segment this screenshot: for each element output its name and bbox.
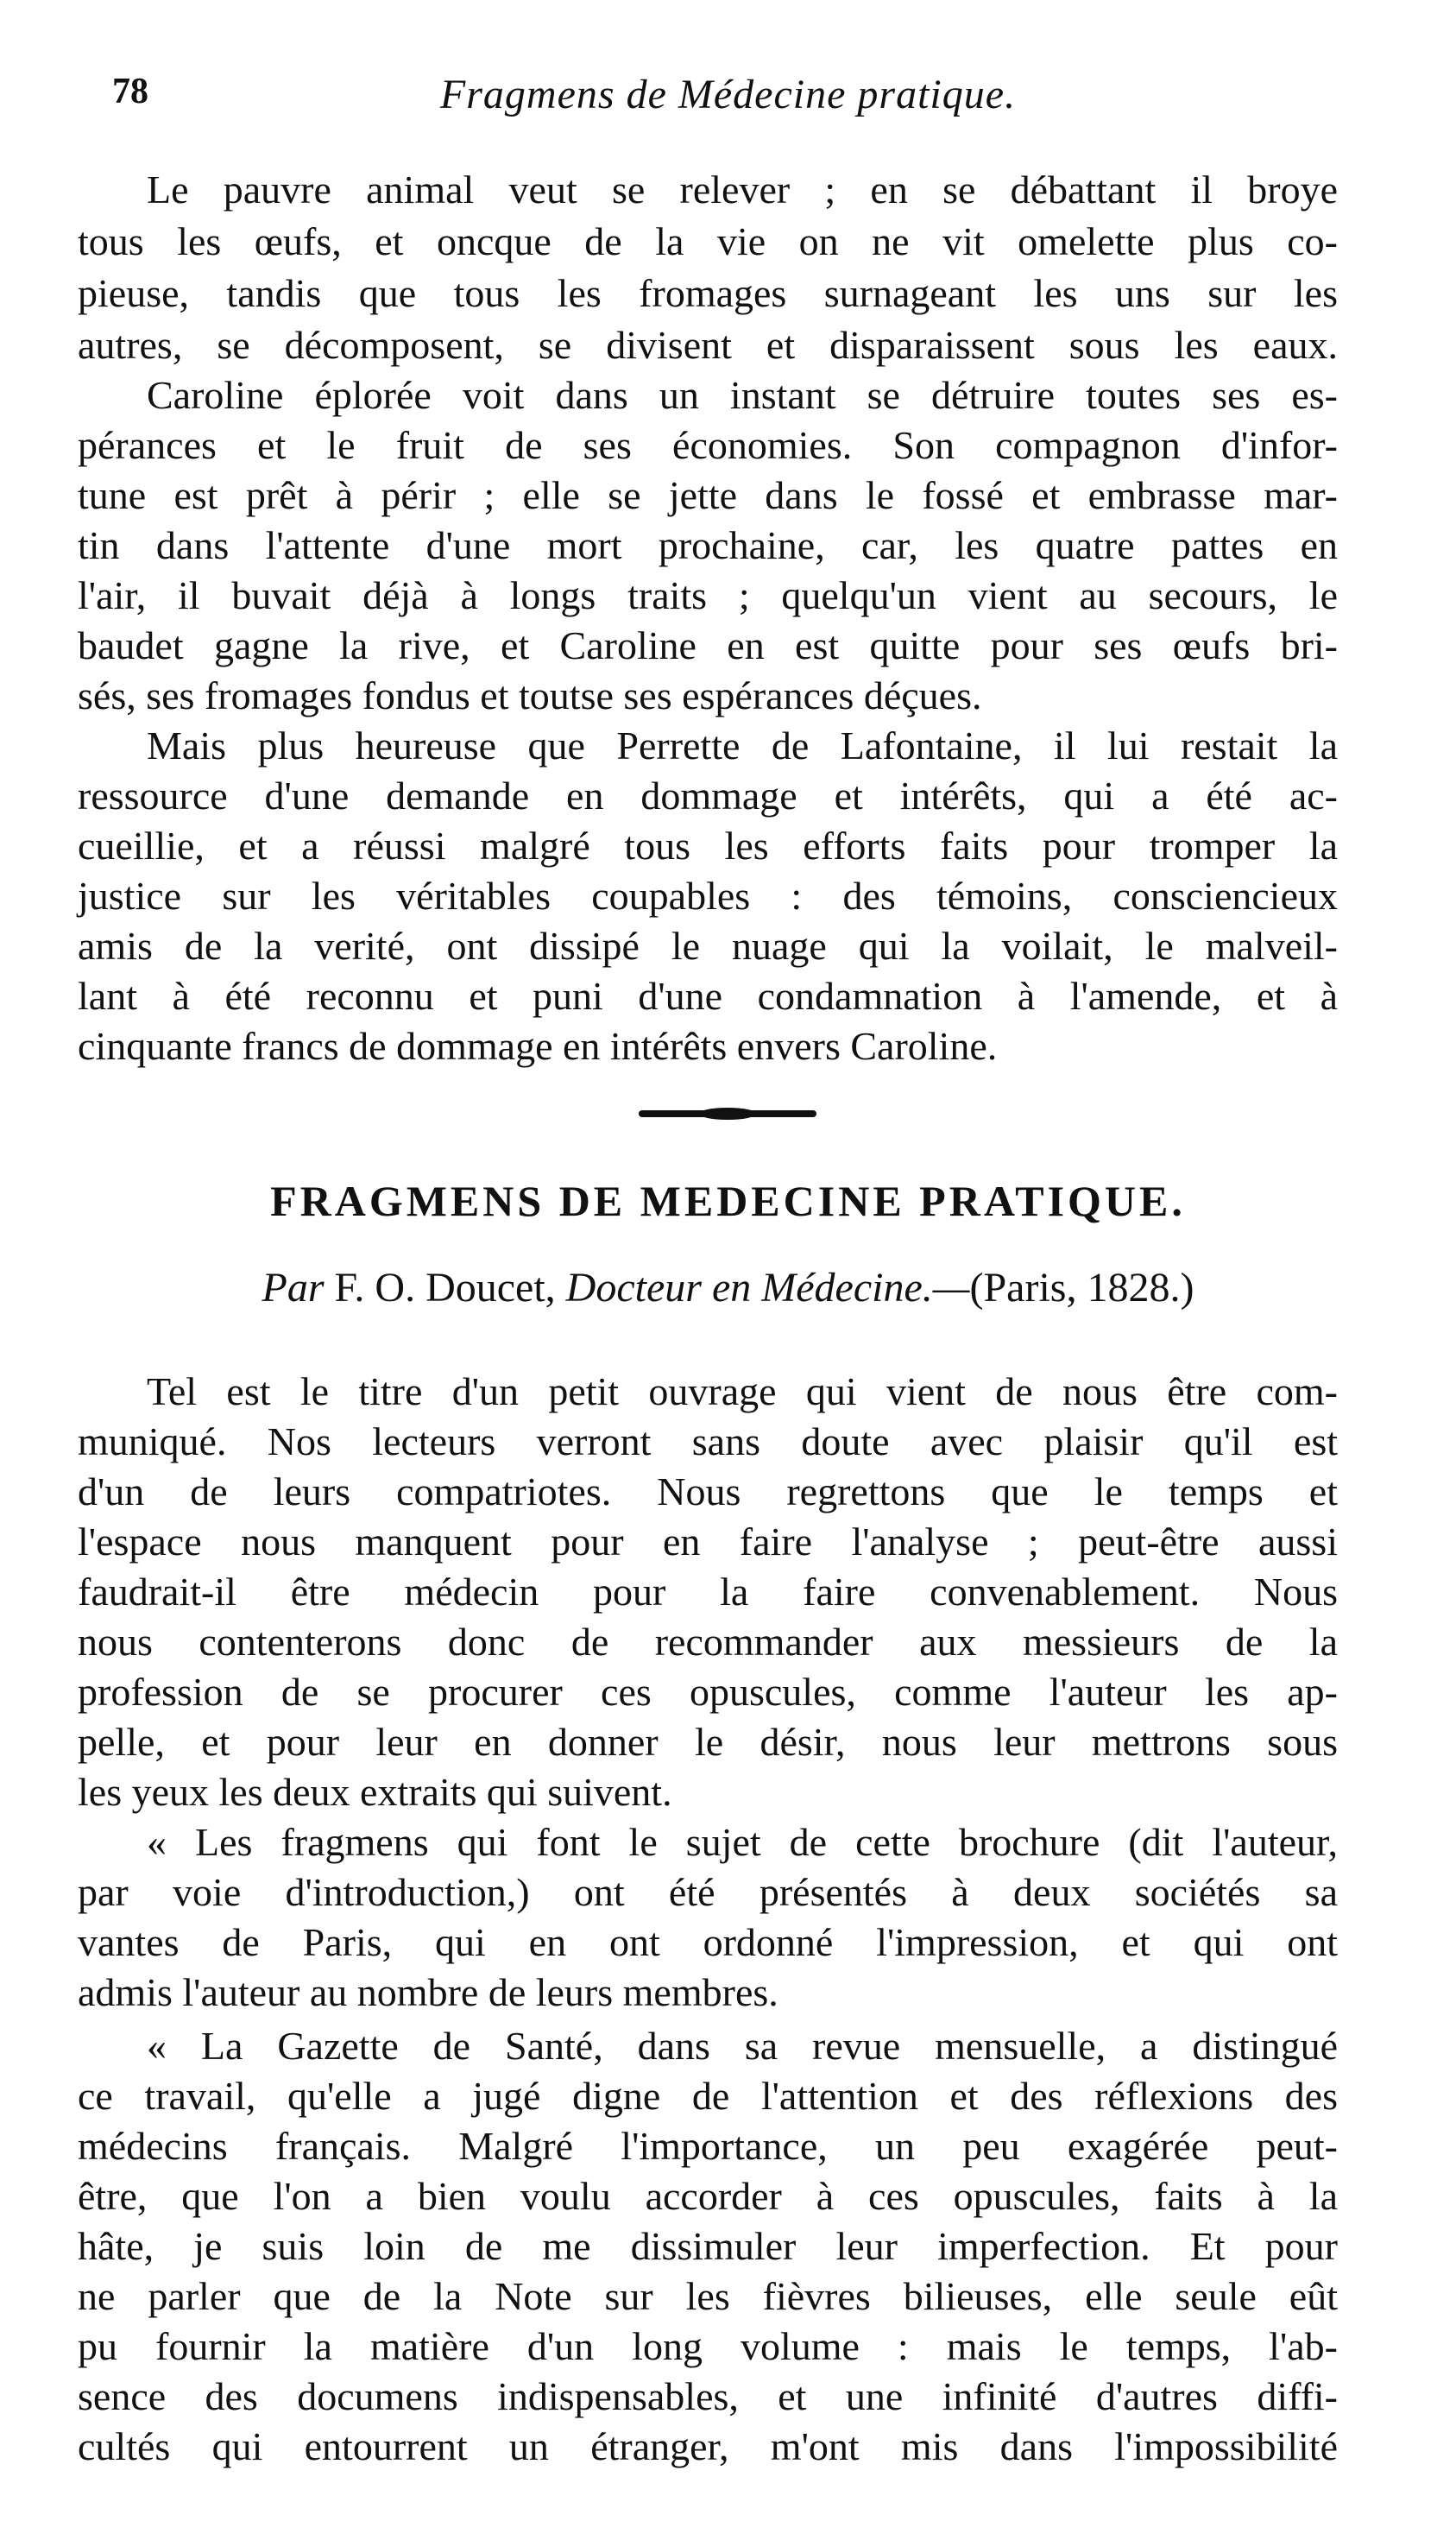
text-line: ce travail, qu'elle a jugé digne de l'attention et des réflexions des <box>78 2074 1338 2118</box>
byline <box>0 1264 1456 1311</box>
text-line: ressource d'une demande en dommage et intérêts, qui a été ac- <box>78 774 1338 818</box>
text-line: faudrait-il être médecin pour la faire convenablement. Nous <box>78 1570 1338 1614</box>
text-line: lant à été reconnu et puni d'une condamnation à l'amende, et à <box>78 974 1338 1018</box>
text-line: pérances et le fruit de ses économies. Son compagnon d'infor- <box>78 423 1338 467</box>
text-line: être, que l'on a bien voulu accorder à ces opuscules, faits à la <box>78 2174 1338 2218</box>
page-number: 78 <box>112 72 148 111</box>
text-line: pieuse, tandis que tous les fromages surnageant les uns sur les <box>78 271 1338 315</box>
text-line: tin dans l'attente d'une mort prochaine, car, les quatre pattes en <box>78 523 1338 567</box>
text-line: Caroline éplorée voit dans un instant se détruire toutes ses es- <box>147 373 1338 417</box>
text-line: muniqué. Nos lecteurs verront sans doute avec plaisir qu'il est <box>78 1419 1338 1463</box>
text-line: par voie d'introduction,) ont été présentés à deux sociétés sa <box>78 1870 1338 1914</box>
byline-par: Par <box>262 1265 325 1311</box>
text-line: justice sur les véritables coupables : des témoins, consciencieux <box>78 874 1338 918</box>
text-line: Tel est le titre d'un petit ouvrage qui vient de nous être com- <box>147 1369 1338 1413</box>
text-line: pelle, et pour leur en donner le désir, nous leur mettrons sous <box>78 1720 1338 1764</box>
text-line: amis de la verité, ont dissipé le nuage qui la voilait, le malveil- <box>78 924 1338 968</box>
text-line: cultés qui entourrent un étranger, m'ont mis dans l'impossibilité <box>78 2424 1338 2468</box>
text-line: baudet gagne la rive, et Caroline en est quitte pour ses œufs bri- <box>78 623 1338 667</box>
text-line: les yeux les deux extraits qui suivent. <box>78 1770 672 1814</box>
text-line: vantes de Paris, qui en ont ordonné l'impression, et qui ont <box>78 1920 1338 1964</box>
text-line: Mais plus heureuse que Perrette de Lafontaine, il lui restait la <box>147 723 1338 768</box>
running-title: Fragmens de Médecine pratique. <box>439 72 1017 117</box>
text-line: nous contenterons donc de recommander aux messieurs de la <box>78 1620 1338 1664</box>
text-line: admis l'auteur au nombre de leurs membres. <box>78 1970 778 2014</box>
text-line: cueillie, et a réussi malgré tous les efforts faits pour tromper la <box>78 824 1338 868</box>
text-line: Le pauvre animal veut se relever ; en se débattant il broye <box>147 167 1338 212</box>
page-header <box>0 71 1456 123</box>
text-line: l'air, il buvait déjà à longs traits ; quelqu'un vient au secours, le <box>78 573 1338 617</box>
text-line: « La Gazette de Santé, dans sa revue mensuelle, a distingué <box>147 2024 1338 2068</box>
section-divider-ornament <box>639 1110 816 1117</box>
text-line: profession de se procurer ces opuscules, comme l'auteur les ap- <box>78 1670 1338 1714</box>
text-line: sence des documens indispensables, et une infinité d'autres diffi- <box>78 2374 1338 2418</box>
byline-place: (Paris, 1828.) <box>969 1265 1194 1311</box>
text-line: d'un de leurs compatriotes. Nous regrettons que le temps et <box>78 1469 1338 1513</box>
byline-author: F. O. Doucet, <box>334 1265 556 1311</box>
text-line: l'espace nous manquent pour en faire l'analyse ; peut-être aussi <box>78 1520 1338 1564</box>
text-line: ne parler que de la Note sur les fièvres bilieuses, elle seule eût <box>78 2274 1338 2318</box>
section-title: FRAGMENS DE MEDECINE PRATIQUE. <box>270 1177 1186 1225</box>
text-line: hâte, je suis loin de me dissimuler leur imperfection. Et pour <box>78 2224 1338 2268</box>
text-line: tous les œufs, et oncque de la vie on ne vit omelette plus co- <box>78 219 1338 263</box>
text-line: médecins français. Malgré l'importance, un peu exagérée peut- <box>78 2124 1338 2168</box>
text-line: pu fournir la matière d'un long volume : mais le temps, l'ab- <box>78 2324 1338 2368</box>
text-line: « Les fragmens qui font le sujet de cette brochure (dit l'auteur, <box>147 1820 1338 1864</box>
text-line: autres, se décomposent, se divisent et disparaissent sous les eaux. <box>78 323 1338 367</box>
text-line: sés, ses fromages fondus et toutse ses espérances déçues. <box>78 673 982 717</box>
text-line: cinquante francs de dommage en intérêts envers Caroline. <box>78 1024 998 1068</box>
text-line: tune est prêt à périr ; elle se jette dans le fossé et embrasse mar- <box>78 473 1338 517</box>
byline-role: Docteur en Médecine.— <box>565 1265 970 1311</box>
